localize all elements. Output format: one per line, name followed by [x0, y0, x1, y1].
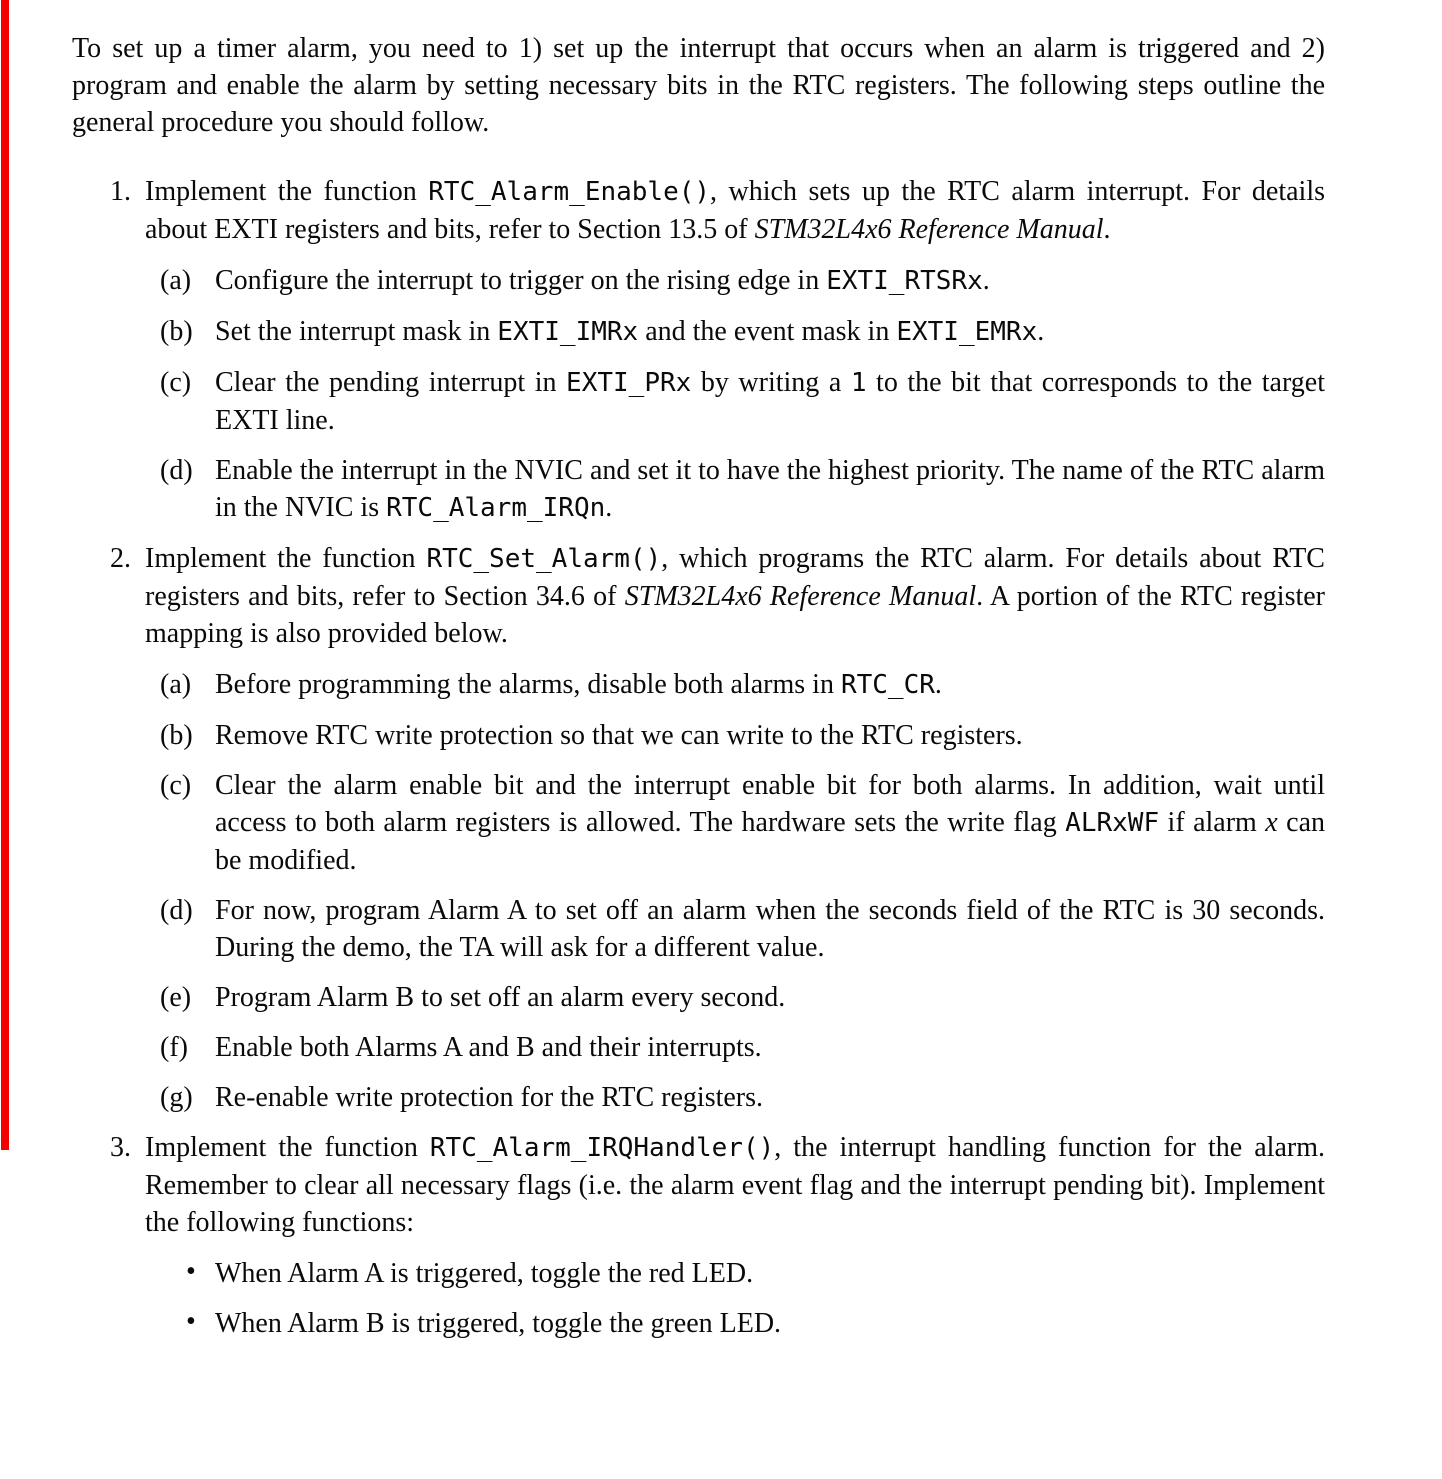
sub-item-body: [215, 1029, 1325, 1066]
text-run: Implement the function: [145, 1132, 430, 1163]
text-run: by writing a: [691, 367, 851, 398]
code-text: EXTI_IMRx: [497, 317, 639, 347]
sub-item-g: [145, 1079, 1325, 1116]
sub-item-body: [215, 1079, 1325, 1116]
sub-item-body: [215, 979, 1325, 1016]
bullet-item: [145, 1255, 1325, 1292]
sub-item-d: [145, 452, 1325, 527]
bullet-body: [215, 1255, 1325, 1292]
text-run: Enable both Alarms A and B and their interrupts.: [215, 1032, 762, 1063]
code-text: RTC_Alarm_IRQHandler(): [429, 1133, 775, 1163]
text-run: , the interrupt handling function for the alarm. Remember to clear all necessary flags (i.e. the alarm event flag and the interrupt pending bit). Implement the following functions:: [145, 1132, 1325, 1238]
sub-item-b: [145, 313, 1325, 351]
text-run: Before programming the alarms, disable both alarms in: [215, 669, 841, 700]
code-text: EXTI_PRx: [566, 368, 692, 398]
italic-text: STM32L4x6 Reference Manual: [624, 581, 977, 612]
text-run: Set the interrupt mask in: [215, 316, 498, 347]
sub-item-f: [145, 1029, 1325, 1066]
item-body: [145, 173, 1325, 248]
code-text: EXTI_RTSRx: [826, 266, 983, 296]
text-run: .: [982, 265, 990, 296]
text-run: , which sets up the RTC alarm interrupt. For details about EXTI registers and bits, refer to Section 13.5 of: [145, 176, 1325, 245]
text-run: Implement the function: [145, 176, 429, 207]
sub-item-label: (b): [160, 720, 193, 751]
text-run: . A portion of the RTC register mapping is also provided below.: [145, 581, 1325, 649]
text-run: if alarm: [1159, 807, 1266, 838]
text-run: .: [1103, 214, 1111, 245]
sub-item-b: [145, 717, 1325, 754]
sub-item-body: [215, 767, 1325, 879]
sub-item-body: [215, 717, 1325, 754]
text-run: Configure the interrupt to trigger on the rising edge in: [215, 265, 827, 296]
item-number: 1.: [110, 176, 131, 207]
text-run: Program Alarm B to set off an alarm every second.: [215, 982, 786, 1013]
sub-item-a: [145, 262, 1325, 300]
sub-item-label: (a): [160, 265, 192, 296]
text-run: Implement the function: [145, 543, 427, 574]
code-text: 1: [850, 368, 867, 398]
sub-item-c: [145, 364, 1325, 439]
sub-item-body: [215, 666, 1325, 704]
text-run: Remove RTC write protection so that we can write to the RTC registers.: [215, 720, 1023, 751]
bullet-list: [145, 1255, 1325, 1342]
code-text: RTC_CR: [840, 670, 935, 700]
italic-text: STM32L4x6 Reference Manual: [754, 214, 1104, 245]
sub-item-c: [145, 767, 1325, 879]
sub-item-label: (d): [160, 455, 193, 486]
text-run: Re-enable write protection for the RTC registers.: [215, 1082, 764, 1113]
text-run: to the bit that corresponds to the target EXTI line.: [215, 367, 1326, 436]
code-text: RTC_Alarm_Enable(): [428, 177, 711, 207]
code-text: RTC_Set_Alarm(): [426, 544, 662, 574]
list-item-1: [72, 173, 1325, 527]
sub-item-body: [215, 892, 1325, 966]
text-run: , which programs the RTC alarm. For details about RTC registers and bits, refer to Section 34.6 of: [145, 543, 1325, 612]
list-item-2: [72, 540, 1325, 1116]
sub-item-body: [215, 262, 1325, 300]
item-body: [145, 1129, 1325, 1241]
bullet-item: [145, 1305, 1325, 1342]
sub-item-label: (f): [160, 1032, 188, 1063]
text-run: For now, program Alarm A to set off an alarm when the seconds field of the RTC is 30 seconds. During the demo, the TA will ask for a different value.: [215, 895, 1325, 963]
sub-item-label: (c): [160, 367, 192, 398]
text-run: and the event mask in: [638, 316, 897, 347]
text-run: Clear the pending interrupt in: [215, 367, 567, 398]
sub-item-e: [145, 979, 1325, 1016]
bullet-marker: •: [186, 1256, 196, 1287]
sub-item-label: (g): [160, 1082, 193, 1113]
sub-item-label: (c): [160, 770, 192, 801]
item-number: 3.: [110, 1132, 131, 1163]
bullet-body: [215, 1305, 1325, 1342]
list-item-3: [72, 1129, 1325, 1342]
sub-list: [145, 666, 1325, 1116]
text-run: .: [1037, 316, 1045, 347]
code-text: ALRxWF: [1065, 808, 1160, 838]
sub-item-label: (e): [160, 982, 192, 1013]
code-text: EXTI_EMRx: [896, 317, 1038, 347]
sub-item-body: [215, 313, 1325, 351]
text-run: .: [934, 669, 942, 700]
text-run: can be modified.: [215, 807, 1326, 876]
sub-item-body: [215, 452, 1325, 527]
intro-paragraph: [72, 30, 1325, 141]
text-run: When Alarm A is triggered, toggle the red LED.: [215, 1258, 754, 1289]
code-text: RTC_Alarm_IRQn: [386, 493, 606, 523]
text-run: When Alarm B is triggered, toggle the green LED.: [215, 1308, 782, 1339]
sub-item-label: (a): [160, 669, 192, 700]
numbered-list: [72, 173, 1325, 1342]
item-number: 2.: [110, 543, 131, 574]
text-run: Clear the alarm enable bit and the interrupt enable bit for both alarms. In addition, wait until access to both alarm registers is allowed. The hardware sets the write flag: [215, 770, 1325, 838]
sub-item-body: [215, 364, 1325, 439]
item-body: [145, 540, 1325, 652]
sub-item-d: [145, 892, 1325, 966]
bullet-marker: •: [186, 1306, 196, 1337]
sub-item-label: (d): [160, 895, 193, 926]
sub-item-label: (b): [160, 316, 193, 347]
text-run: Enable the interrupt in the NVIC and set it to have the highest priority. The name of the RTC alarm in the NVIC is: [215, 455, 1325, 523]
italic-text: x: [1265, 807, 1278, 838]
text-run: .: [605, 492, 613, 523]
sub-list: [145, 262, 1325, 527]
text-run: To set up a timer alarm, you need to 1) set up the interrupt that occurs when an alarm is triggered and 2) program and enable the alarm by setting necessary bits in the RTC registers. The following steps outline the general procedure you should follow.: [72, 33, 1325, 138]
sub-item-a: [145, 666, 1325, 704]
changebar: [1, 0, 9, 1150]
